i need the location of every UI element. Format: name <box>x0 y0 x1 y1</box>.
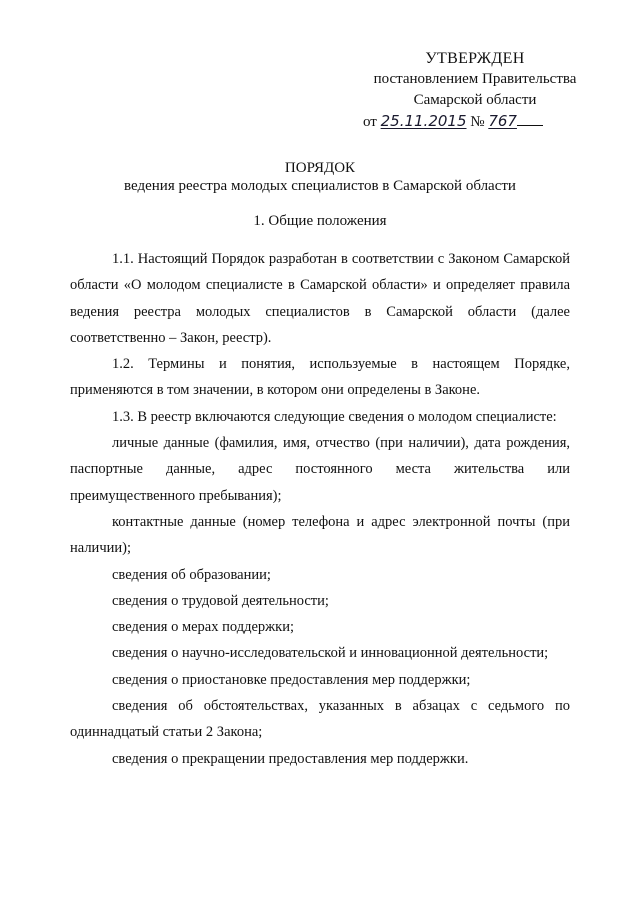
list-item-research: сведения о научно-исследовательской и инновационной деятельности; <box>112 645 549 662</box>
date-prefix: от <box>363 114 377 130</box>
document-title: ПОРЯДОК <box>284 160 356 176</box>
list-item-support-measures: сведения о мерах поддержки; <box>112 619 295 636</box>
approval-block <box>355 48 595 133</box>
paragraph-1-2: 1.2. Термины и понятия, используемые в настоящем Порядке, применяются в том значении, в котором они определены в Законе. <box>70 356 570 399</box>
approval-line-government: постановлением Правительства <box>373 71 577 87</box>
paragraph-1-1: 1.1. Настоящий Порядок разработан в соответствии с Законом Самарской области «О молодом специалисте в Самарской области» и определяет правила ведения реестра молодых специалистов в Самарской области (далее соответственно – Закон, реестр). <box>70 251 570 346</box>
handwritten-number: 767 <box>488 112 517 130</box>
list-item-suspension: сведения о приостановке предоставления мер поддержки; <box>112 671 471 688</box>
section-heading: 1. Общие положения <box>253 213 387 229</box>
list-item-contact-data: контактные данные (номер телефона и адрес электронной почты (при наличии); <box>70 513 570 557</box>
paragraph-1-3: 1.3. В реестр включаются следующие сведения о молодом специалисте: <box>112 408 557 425</box>
number-sign: № <box>470 114 485 130</box>
approval-line-region: Самарской области <box>413 92 537 108</box>
document-body <box>70 246 570 772</box>
document-subtitle: ведения реестра молодых специалистов в Самарской области <box>124 178 516 194</box>
list-item-employment: сведения о трудовой деятельности; <box>112 592 329 609</box>
number-underline <box>517 113 543 126</box>
approval-date-line <box>355 111 595 133</box>
approval-title: УТВЕРЖДЕН <box>425 50 525 67</box>
list-item-termination: сведения о прекращении предоставления мер поддержки. <box>112 750 469 767</box>
list-item-education: сведения об образовании; <box>112 566 271 583</box>
list-item-personal-data: личные данные (фамилия, имя, отчество (при наличии), дата рождения, паспортные данные, адрес постоянного места жительства или преимущественного пребывания); <box>70 435 570 504</box>
handwritten-date: 25.11.2015 <box>380 112 467 130</box>
list-item-circumstances: сведения об обстоятельствах, указанных в абзацах с седьмого по одиннадцатый статьи 2 Закона; <box>70 698 570 741</box>
